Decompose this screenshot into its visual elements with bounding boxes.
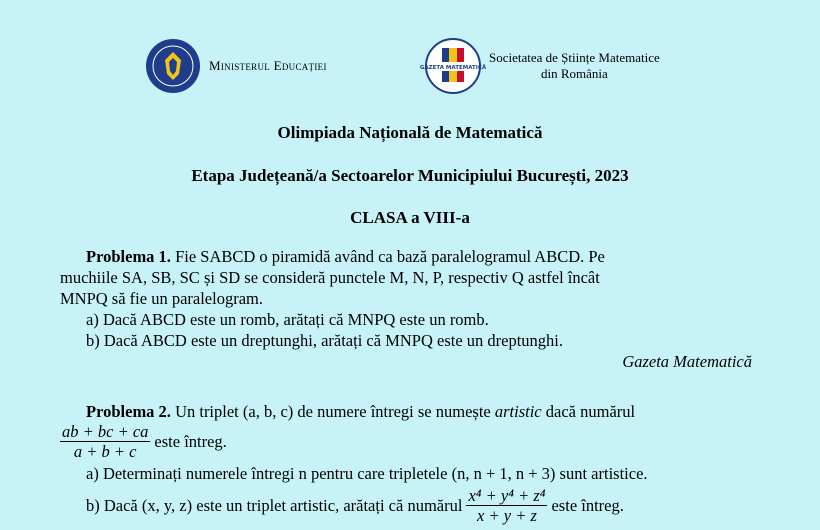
problem-2-term: artistic [494, 402, 542, 421]
problem-1-line1 [60, 246, 752, 267]
stage-title: Etapa Județeană/a Sectoarelor Municipiului București, 2023 [191, 166, 629, 185]
problem-1-line3: MNPQ să fie un paralelogram. [60, 289, 263, 308]
problem-1 [60, 246, 752, 372]
problem-2-line1 [60, 401, 752, 422]
problem-2-fraction-line [60, 422, 752, 461]
ministry-name: Ministerul Educației [209, 58, 327, 73]
society-name [489, 50, 660, 82]
problem-2-label: Problema 2. [86, 402, 171, 421]
grade-title: CLASA a VIII-a [350, 208, 470, 227]
society-name-line1: Societatea de Științe Matematice [489, 50, 660, 65]
fraction-1-numerator: ab + bc + ca [62, 422, 149, 441]
problem-2 [60, 401, 752, 525]
problem-1-line2: muchiile SA, SB, SC și SD se consideră punctele M, N, P, respectiv Q astfel încât [60, 268, 600, 287]
problem-2-part-a: a) Determinați numerele întregi n pentru care tripletele (n, n + 1, n + 3) sunt artistice. [86, 464, 648, 483]
olympiad-title: Olimpiada Națională de Matematică [277, 123, 543, 142]
problem-1-source: Gazeta Matematică [622, 352, 752, 371]
fraction-1-denominator: a + b + c [73, 442, 137, 461]
fraction-2-denominator: x + y + z [477, 506, 537, 525]
problem-1-part-a: a) Dacă ABCD este un romb, arătați că MNPQ este un romb. [86, 310, 489, 329]
ministry-header [145, 38, 327, 94]
society-name-line2: din România [540, 66, 608, 81]
problem-2-text-end: dacă numărul [545, 402, 636, 421]
fraction-2-numerator: x⁴ + y⁴ + z⁴ [468, 486, 546, 505]
fraction-1 [60, 422, 150, 461]
society-header [419, 38, 660, 94]
problem-1-part-b: b) Dacă ABCD este un dreptunghi, arătați că MNPQ este un dreptunghi. [86, 331, 564, 350]
fraction-1-tail: este întreg. [154, 432, 227, 451]
problem-1-label: Problema 1. [86, 247, 171, 266]
problem-2-part-b-start: b) Dacă (x, y, z) este un triplet artistic, arătați că numărul [86, 496, 463, 515]
gazeta-matematica-logo-icon [419, 38, 487, 94]
problem-2-text-start: Un triplet (a, b, c) de numere întregi se numește [175, 402, 491, 421]
problem-2-part-b [60, 486, 752, 525]
problem-2-part-b-end: este întreg. [551, 496, 624, 515]
government-of-romania-seal-icon [145, 38, 201, 94]
fraction-2 [466, 486, 547, 525]
society-logo-text: GAZETA MATEMATICĂ [419, 65, 487, 71]
problem-1-text-1: Fie SABCD o piramidă având ca bază paralelogramul ABCD. Pe [175, 247, 605, 266]
